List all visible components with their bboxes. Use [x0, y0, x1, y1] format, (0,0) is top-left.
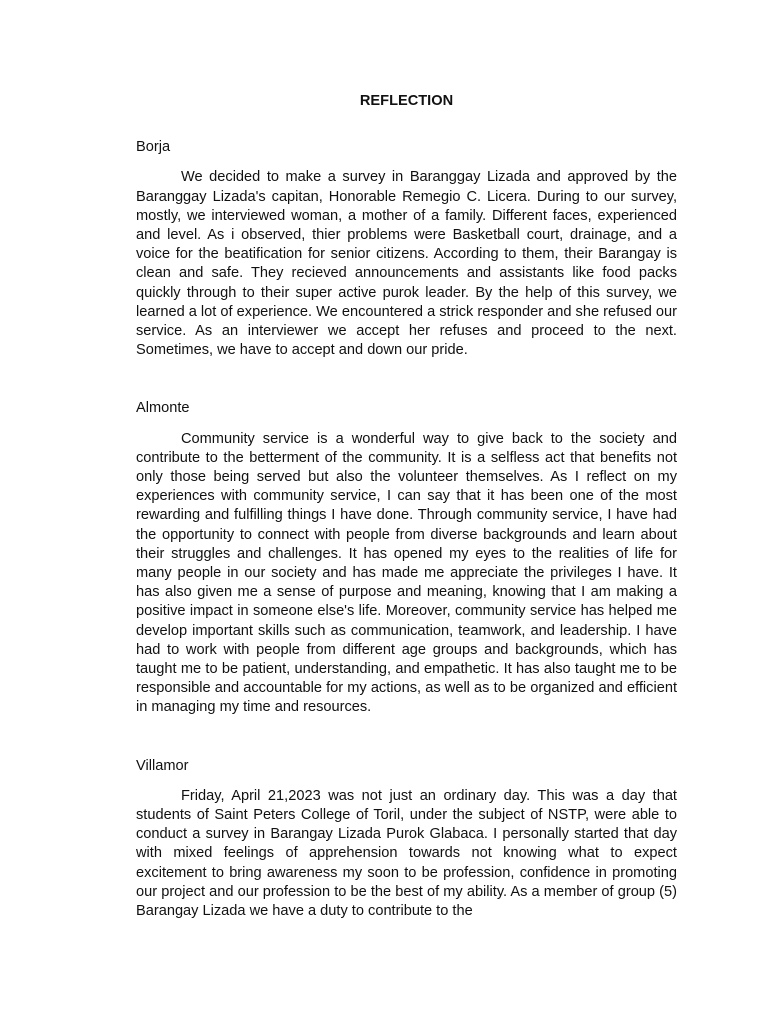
reflection-section-borja: [136, 138, 677, 360]
document-body: [136, 92, 677, 921]
section-author: Borja: [136, 139, 171, 156]
reflection-section-almonte: [136, 399, 677, 717]
section-spacer: [136, 718, 677, 757]
section-paragraph: Friday, April 21,2023 was not just an ordinary day. This was a day that students of Saint Peters College of Toril, under the subject of NSTP, were able to conduct a survey in Barangay Lizada Purok Glabaca. I personally started that day with mixed feelings of apprehension towards not knowing what to expect excitement to bring awareness my soon to be profession, confidence in promoting our project and our profession to be the best of my ability. As a member of group (5) Barangay Lizada we have a duty to contribute to the: [136, 787, 677, 920]
section-spacer: [136, 360, 677, 399]
reflection-section-villamor: [136, 757, 677, 922]
section-author: Villamor: [136, 757, 189, 774]
section-paragraph: We decided to make a survey in Baranggay Lizada and approved by the Baranggay Lizada's capitan, Honorable Remegio C. Licera. During to our survey, mostly, we interviewed woman, a mother of a family. Different faces, experienced and level. As i observed, thier problems were Basketball court, drainage, and a voice for the beatification for senior citizens. According to them, their Barangay is clean and safe. They recieved announcements and assistants like food packs quickly through to their super active purok leader. By the help of this survey, we learned a lot of experience. We encountered a strick responder and she refused our service. As an interviewer we accept her refuses and proceed to the next. Sometimes, we have to accept and down our pride.: [136, 169, 677, 359]
section-paragraph: Community service is a wonderful way to give back to the society and contribute to the betterment of the community. It is a selfless act that benefits not only those being served but also the volunteer themselves. As I reflect on my experiences with community service, I can say that it has been one of the most rewarding and fulfilling things I have done. Through community service, I have had the opportunity to connect with people from diverse backgrounds and learn about their struggles and challenges. It has opened my eyes to the realities of life for many people in our society and has made me appreciate the privileges I have. It has also given me a sense of purpose and meaning, knowing that I am making a positive impact in someone else's life. Moreover, community service has helped me develop important skills such as communication, teamwork, and leadership. I have had to work with people from different age groups and backgrounds, which has taught me to be patient, understanding, and empathetic. It has also taught me to be responsible and accountable for my actions, as well as to be organized and efficient in managing my time and resources.: [136, 430, 677, 716]
document-title: REFLECTION: [359, 93, 454, 109]
section-author: Almonte: [136, 400, 190, 417]
